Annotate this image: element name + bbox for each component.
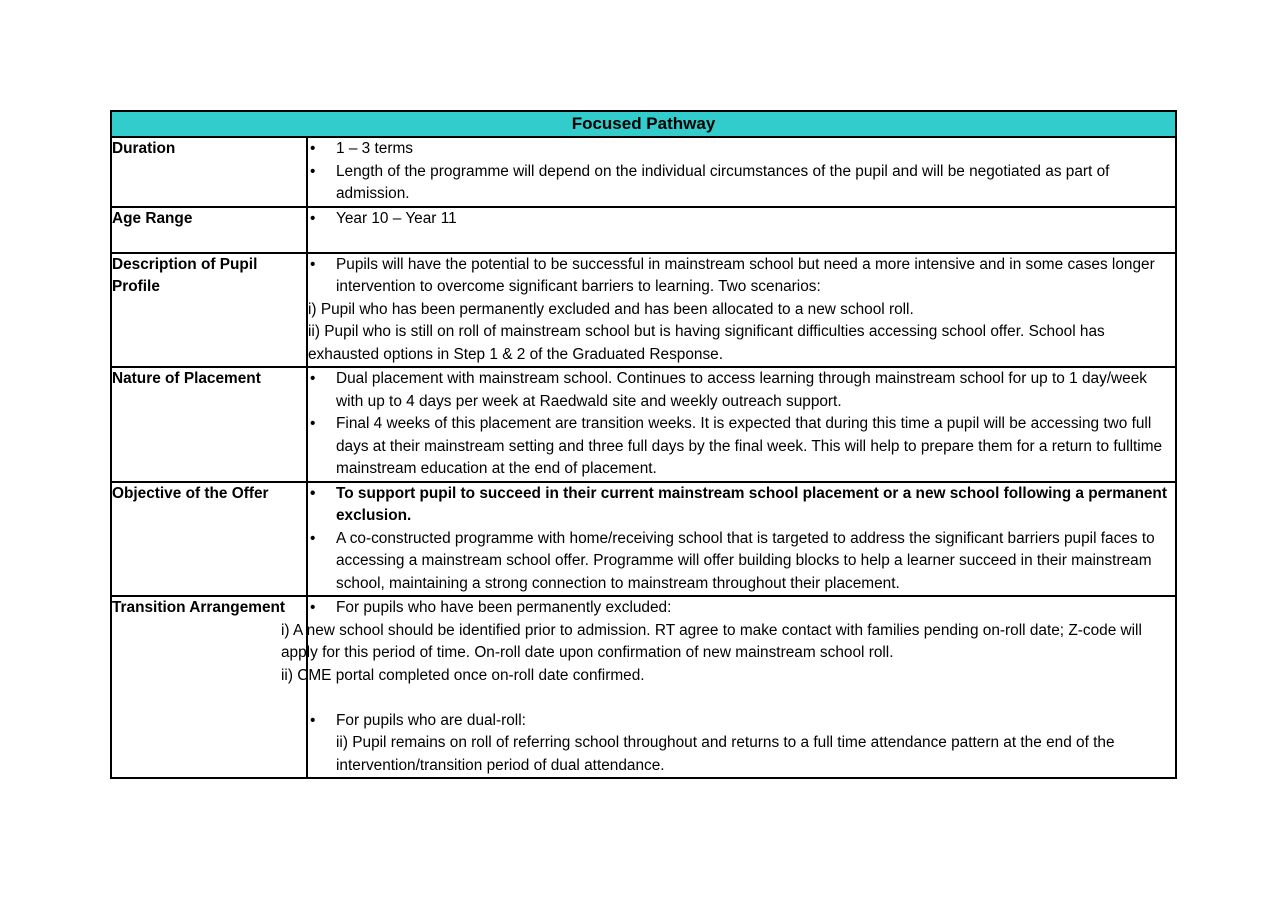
bullet-item: • Final 4 weeks of this placement are transition weeks. It is expected that during this time a pupil will be accessing two full days at their mainstream setting and three full days by the final week. This will help to prepare them for a return to fulltime mainstream education at the end of placement. [308,413,1175,481]
row-content-duration [307,137,1176,207]
bullet-item: • Pupils will have the potential to be successful in mainstream school but need a more intensive and in some cases longer intervention to overcome significant barriers to learning. Two scenarios: [308,254,1175,299]
transition-line: i) A new school should be identified prior to admission. RT agree to make contact with families pending on-roll date; Z-code will apply for this period of time. On-roll date upon confirmation of new mainstream school roll. [281,621,1142,661]
row-label-nature-of-placement: Nature of Placement [111,367,307,482]
row-label-transition: Transition Arrangement [111,596,307,778]
focused-pathway-table [110,110,1177,779]
bullet-item: • Year 10 – Year 11 [308,208,1175,231]
row-content-age-range [307,207,1176,253]
bullet-item: • Dual placement with mainstream school. Continues to access learning through mainstream school for up to 1 day/week with up to 4 days per week at Raedwald site and weekly outreach support. [308,368,1175,413]
row-label-duration: Duration [111,137,307,207]
table-row-nature-of-placement [111,367,1176,482]
transition-line: ii) CME portal completed once on-roll date confirmed. [281,666,645,684]
row-label-age-range: Age Range [111,207,307,253]
table-row-age-range [111,207,1176,253]
row-label-pupil-profile: Description of Pupil Profile [111,253,307,368]
bullet-item: • To support pupil to succeed in their current mainstream school placement or a new school following a permanent exclusion. [308,483,1175,528]
spacer [308,687,1175,710]
bullet-item: • For pupils who are dual-roll: [308,710,1175,733]
table-row-pupil-profile [111,253,1176,368]
table-row-duration [111,137,1176,207]
table-row-transition [111,596,1176,778]
bullet-item: • Length of the programme will depend on the individual circumstances of the pupil and will be negotiated as part of admission. [308,161,1175,206]
transition-line: ii) Pupil remains on roll of referring school throughout and returns to a full time attendance pattern at the end of the intervention/transition period of dual attendance. [336,734,1115,774]
row-content-objective [307,482,1176,597]
scenario-line: ii) Pupil who is still on roll of mainstream school but is having significant difficulties accessing school offer. School has exhausted options in Step 1 & 2 of the Graduated Response. [308,323,1105,363]
row-label-objective: Objective of the Offer [111,482,307,597]
row-content-nature-of-placement [307,367,1176,482]
table-title: Focused Pathway [111,111,1176,137]
bullet-item: • A co-constructed programme with home/receiving school that is targeted to address the significant barriers pupil faces to accessing a mainstream school offer. Programme will offer building blocks to help a learner succeed in their mainstream school, maintaining a strong connection to mainstream throughout their placement. [308,528,1175,596]
bullet-item: • For pupils who have been permanently excluded: [308,597,1175,620]
scenario-line: i) Pupil who has been permanently excluded and has been allocated to a new school roll. [308,300,914,318]
row-content-pupil-profile [307,253,1176,368]
table-row-objective [111,482,1176,597]
row-content-transition [281,596,1176,778]
bullet-item: • 1 – 3 terms [308,138,1175,161]
